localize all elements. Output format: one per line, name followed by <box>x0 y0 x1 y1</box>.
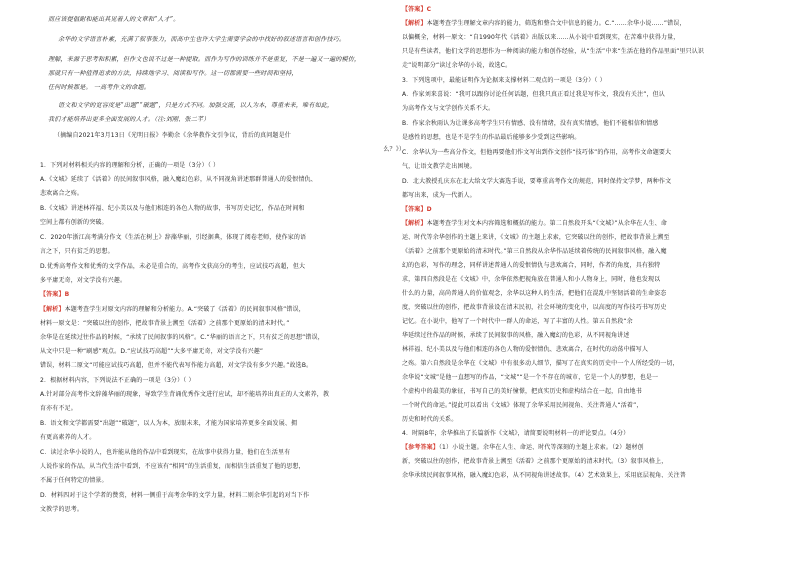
left-text-line: 言之下，只有贫乏的思想。 <box>40 248 114 255</box>
left-text-line: B．语文和文学都需要“出题”“破题”，以人为本，放眼未来，才能为国家培养更多全面发展、拥 <box>40 420 298 427</box>
answer-label: 【答案】B <box>40 291 70 298</box>
left-text-line: A.针对部分高考作文辞藻华丽的现象，导致学生背诵优秀作文进行应试，却不能培养出真正的人文素养，教 <box>40 391 330 398</box>
right-text-line: 个虚构中的最美的象征，书写自己的美好憧憬，把真实历史和虚构结合在一起，自由地书 <box>402 388 642 395</box>
left-text-line: C．读过余华小说的人，也许能从他的作品中看到现实，在故事中获得力量，他们在生活里有 <box>40 449 291 456</box>
right-text-line: 只是有些读者，他们文学的思想作为一种阅读的能力和创作经验，从“生活”中来“生活在他的作品里面”里只认识 <box>402 48 705 55</box>
left-text-line: 文教学的思考。 <box>40 506 84 513</box>
right-text-line: 4．时隔8年，余华推出了长篇新作《文城》，请简要说明材料一的评论要点。（4分） <box>402 430 630 437</box>
right-text-line: 【答案】C <box>402 6 432 13</box>
left-text-line: （摘编自2021年3月13日《光明日报》李勤余《余华教作文引争议，背后的真问题是什 <box>54 132 291 139</box>
right-text-line: 以偏概全，材料一原文：“自1990年代《活着》出版以来……从小说中看到现实，在苦难中获得力量， <box>402 34 680 41</box>
right-text-line: 【参考答案】（1）小说主题。余华在人生、命运、时代等深刻的主题上求索。（2）题材创 <box>402 444 644 451</box>
right-column <box>402 0 767 562</box>
left-text-line: 余华的文学语言朴素，充满了叙事张力，而高中生也许大学生需要学会的中找好的叙述语言和创作技巧。 <box>58 36 346 43</box>
left-text-line: 不属于任何特定的情景。 <box>40 477 108 484</box>
left-text-line: D.优秀高考作文和优秀的文学作品，未必是重合的，高考作文获高分的考生，应试技巧高超，但大 <box>40 263 306 270</box>
right-text-line: 余华说“文城”是他一直想写的作品，“文城”“是一个不存在的城市，它是一个人的梦想，也是一 <box>402 374 659 381</box>
left-text-line: 从文中只是一种“刷感”观点。D.“应试技巧高超”“大多平庸无奇，对文学没有兴趣” <box>40 348 264 355</box>
right-text-line: 度，突破以往的创作，把故事背景设在清末民初，社会环境的变化中，以高度的写作技巧书写历史 <box>402 304 667 311</box>
left-text-line: 悲欢离合之殇。 <box>40 190 84 197</box>
left-text-line: 多平庸无奇，对文学没有兴趣。 <box>40 277 127 284</box>
left-text-line: 我们才能培养出更多全面发展的人才。（注:刘刚、张二芊） <box>48 116 210 123</box>
right-text-line: A．作家刘来喜说：“我可以跟你讨论任何话题，但我只真正看过我是写作文，我没有关注”，但认 <box>402 91 665 98</box>
right-text-line: D．北大教授孔庆东在北大给文学大赛选手说，要尊重高考作文的规范，同时保持文学梦，两种作文 <box>402 178 672 185</box>
right-text-line: 华延续过往作品的时候，承续了民间叙事的风格，融入魔幻的色彩，从不同视角讲述 <box>402 332 630 339</box>
left-text-line: 空间上都有创新的突破。 <box>40 219 108 226</box>
left-text-line: 语文和文学的宽容度是“出题”“破题”，只是方式不同。加强交流，以人为本，尊重未来，唯有如此， <box>58 102 334 109</box>
right-text-line: 林祥福、纪小美以及与他们相连的各色人物的爱恨情仇、悲欢离合，在时代的动荡中描写人 <box>402 346 649 353</box>
left-text-line: 育亦有不足。 <box>40 405 77 412</box>
left-text-line: 么？》） <box>383 146 405 153</box>
left-text-line: B.《文城》讲述林祥福、纪小美以及与他们相连的各色人物的故事，书写历史记忆，作品在时间和 <box>40 205 305 212</box>
right-text-line: 新，突破以往的创作，把故事背景上溯至《活着》之前那个更原始的清末时代。（3）叙事风格上， <box>402 458 668 465</box>
right-text-line: 求，第四自然段是在《文城》中，余华依然把视角放在普通人和小人物身上，同时，他也发现以 <box>402 276 661 283</box>
right-text-line: 《活着》之前那个更原始的清末时代。”第三自然段从余华作品延续着传统的民间叙事风格，融入魔 <box>402 248 667 255</box>
left-text-line: 【解析】本题考查学生对原文内容的理解和分析能力。A.“突破了《活着》的民间叙事风格”错误， <box>40 306 305 313</box>
right-text-line: 【解析】本题考查学生对文本内容筛选和概括的能力。第二自然段开头“《文城》”从余华在人生、命 <box>402 220 667 227</box>
right-text-line: B．作家余秋雨认为让课多高考学生只有情感、没有情绪，没有真实情感，他们不能相信和情感 <box>402 120 659 127</box>
left-text-line: D．材料四对于这个学者的赞赏，材料一侧重于高考余华的文学力量，材料二则余华引起的对当下作 <box>40 492 310 499</box>
left-text-line: A.《文城》延续了《活着》的民间叙事风格，融入魔幻色彩，从不同视角讲述那群普通人的爱恨情仇、 <box>40 176 317 183</box>
right-text-line: 3．下列选项中，最能证明作为论据来支撑材料二观点的一项是（3分）（ ） <box>402 77 606 84</box>
right-text-line: 走”说明部分“读过余华的小说，故选C。 <box>402 62 512 69</box>
right-text-line: 【答案】D <box>402 206 432 213</box>
left-text-line: 人说作家的作品，从当代生活中看到，不应该有“相同”的生活重复，而相信生活重复了他的思想， <box>40 463 305 470</box>
left-text-line: 理解，来源于思考和积累，但作文也说不过是一种提取。而作为写作的训练并不是重复，不是一遍又一遍的模仿， <box>48 56 361 63</box>
right-text-line: 都写出来，成为一代新人。 <box>402 192 476 199</box>
right-text-line: 【解析】本题考查学生理解文章内容的能力，筛选和整合文中信息的能力。C.“……余华小说……”错误， <box>402 20 686 27</box>
right-text-line: 之殇。第六自然段是余华在《文城》中有很多动人细节，描写了在真实的历史中一个人所经受的一切， <box>402 360 679 367</box>
left-text-line: 余华是在延续过往作品的时候，“承续了民间叙事的风格”。C.“华丽的语言之下，只有贫乏的思想”错误， <box>40 334 324 341</box>
left-text-line: 1．下列对材料相关内容的理解和分析，正确的一项是（3分）（ ） <box>40 162 220 169</box>
right-text-line: 气，让语文教学走出困境。 <box>402 163 476 170</box>
right-text-line: C．余华认为一些高分作文，但他再要他们作文写出到作文创作“技巧体”的作用，高考作文命题要大 <box>402 149 672 156</box>
right-text-line: 一个时代的命运。”提此可以看出《文城》体现了余华采用民间视角、关注普通人“活着”， <box>402 402 643 409</box>
left-text-line: 那就只有一种值得追求的方法，持续地学习、阅读和写作。这一切都需要一些时间和坚持， <box>48 70 298 77</box>
left-text-line: C．2020年浙江高考满分作文《生活在树上》辞藻华丽，引经据典，体现了阅卷老师，使作家的语 <box>40 234 307 241</box>
left-text-line: 材料一原文是：“突破以往的创作，把故事背景上溯至《活着》之前那个更原始的清末时代。” <box>40 320 290 327</box>
right-text-line: 幻的色彩，写作的理念，同样讲述普通人的爱恨情仇与悲欢离合，同时，作者的角度，具有独特 <box>402 262 661 269</box>
left-text-line: 而应该提倡耐和能出其见着人的文章和“人才”。 <box>48 16 180 23</box>
left-text-line: 2．根据材料内容，下列说法不正确的一项是（3分）（ ） <box>40 377 195 384</box>
right-text-line: 是感性的思想，也是不是学生的作品最后能够多少受到这些影响。 <box>402 134 581 141</box>
right-text-line: 运、时代等余华创作的主题上来讲，《文城》的主题上求索，它突破以往的创作，把故事背景上溯至 <box>402 234 670 241</box>
right-text-line: 历史和时代的关系。 <box>402 416 458 423</box>
right-text-line: 余华承续民间叙事风格，融入魔幻色彩，从不同视角讲述故事。（4）艺术效果上，采用底层视角、关注普 <box>402 472 686 479</box>
left-column <box>40 0 405 562</box>
left-text-line: 错误，材料二原文“可能应试技巧高超，但并不能代表写作能力高超，对文学没有多少兴趣。”故选B。 <box>40 362 313 369</box>
right-text-line: 为高考作文与文学创作关系不大。 <box>402 105 495 112</box>
left-text-line: 任何时候都是。 一高考作文的命题。 <box>48 84 150 91</box>
left-text-line: 有更高素养的人才。 <box>40 434 96 441</box>
right-text-line: 记忆。在小说中，他写了一个时代中一群人的命运，写了丰富的人性。第五自然段“余 <box>402 318 633 325</box>
right-text-line: 什么的力量，高尚普通人的价值观念，余华以这种人的生活，把他们在混乱中坚韧活着的生命姿态 <box>402 290 667 297</box>
